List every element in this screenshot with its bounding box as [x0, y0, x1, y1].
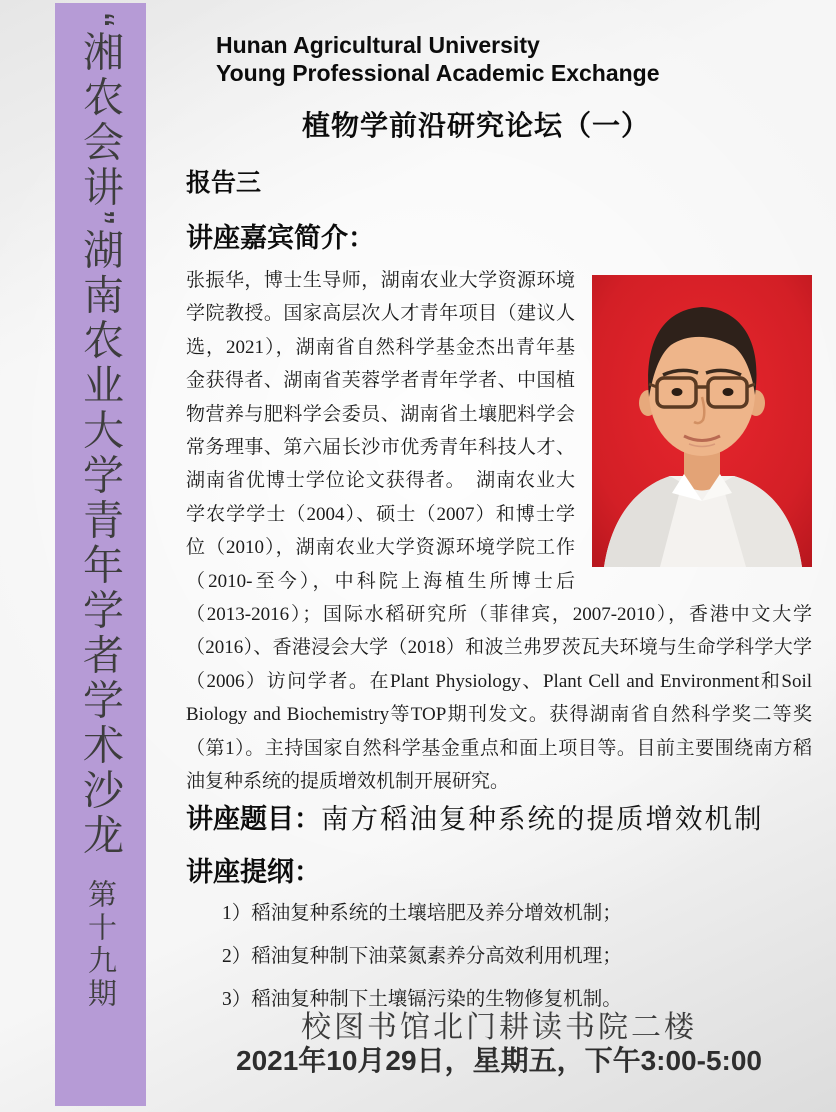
guest-intro-heading: 讲座嘉宾简介：	[186, 223, 375, 253]
datetime-line: 2021年10月29日，星期五，下午3:00-5:00	[236, 1045, 762, 1076]
speaker-bio-paragraph	[186, 264, 812, 799]
sidebar-vertical-text	[71, 3, 130, 1106]
forum-title: 植物学前沿研究论坛（一）	[301, 110, 650, 141]
speaker-bio-text: 张振华，博士生导师，湖南农业大学资源环境学院教授。国家高层次人才青年项目（建议人选，2021），湖南省自然科学基金杰出青年基金获得者、湖南省芙蓉学者青年学者、中国植物营养与肥料学会委员、湖南省土壤肥料学会常务理事、第六届长沙市优秀青年科技人才、湖南省优博士学位论文获得者。 湖南农业大学农学学士（2004）、硕士（2007）和博士学位（2010），湖南农业大学资源环境学院工作（2010-至今），中科院上海植生所博士后（2013-2016）；国际水稻研究所（菲律宾，2007-2010），香港中文大学（2016）、香港浸会大学（2018）和波兰弗罗茨瓦夫环境与生命学科学大学（2006）访问学者。在Plant Physiology、Plant Cell and Environment和Soil Biology and Biochemistry等TOP期刊发文。获得湖南省自然科学奖二等奖（第1）。主持国家自然科学基金重点和面上项目等。目前主要围绕南方稻油复种系统的提质增效机制开展研究。	[186, 270, 812, 793]
venue-line: 校图书馆北门耕读书院二楼	[301, 1011, 697, 1044]
lecture-title-label: 讲座题目：	[186, 804, 321, 834]
header-event-line: Young Professional Academic Exchange	[216, 60, 660, 86]
outline-item-3: 3）稻油复种制下土壤镉污染的生物修复机制。	[222, 989, 622, 1010]
outline-item-1: 1）稻油复种系统的土壤培肥及养分增效机制；	[222, 903, 622, 924]
sidebar-series-title: “湘农会讲”湖南农业大学青年学者学术沙龙	[77, 13, 123, 859]
lecture-title-text: 南方稻油复种系统的提质增效机制	[321, 803, 764, 834]
sidebar-band	[55, 3, 146, 1106]
report-number-heading: 报告三	[186, 169, 262, 197]
lecture-outline-heading: 讲座提纲：	[186, 857, 321, 887]
header-university-line: Hunan Agricultural University	[216, 32, 540, 58]
outline-item-2: 2）稻油复种制下油菜氮素养分高效利用机理；	[222, 946, 622, 967]
lecture-title-row	[186, 796, 764, 836]
sidebar-issue-number: 第十九期	[84, 878, 116, 1011]
photo-frame	[575, 264, 812, 596]
header-english	[216, 31, 660, 87]
speaker-photo	[592, 275, 812, 567]
